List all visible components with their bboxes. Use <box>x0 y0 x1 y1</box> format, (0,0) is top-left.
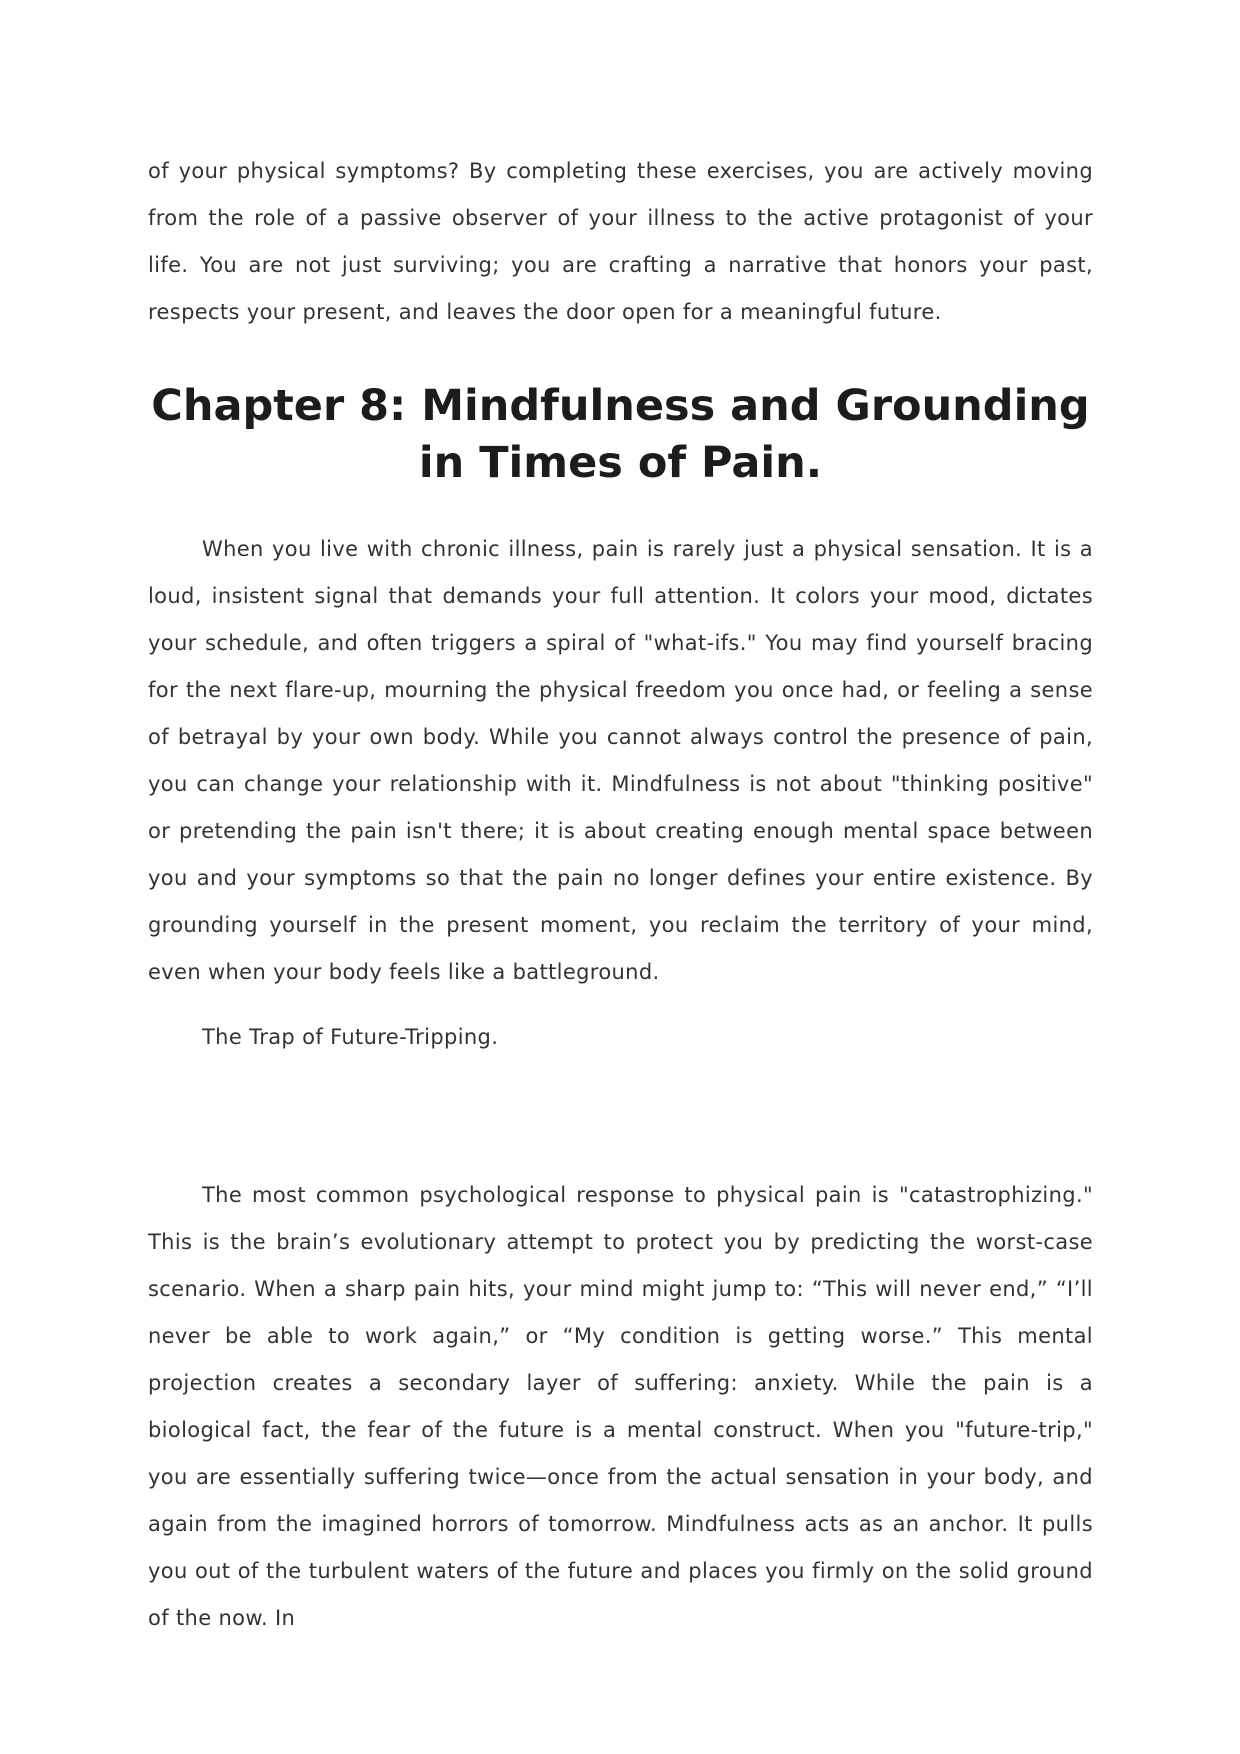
section-heading: The Trap of Future-Tripping. <box>202 1025 499 1049</box>
section-paragraph: The most common psychological response to physical pain is "catastrophizing." This is the brain’s evolutionary attempt to protect you by predicting the worst-case scenario. When a sharp pain hits, your mind might jump to: “This will never end,” “I’ll never be able to work again,” or “My condition is getting worse.” This mental projection creates a secondary layer of suffering: anxiety. While the pain is a biological fact, the fear of the future is a mental construct. When you "future-trip," you are essentially suffering twice—once from the actual sensation in your body, and again from the imagined horrors of tomorrow. Mindfulness acts as an anchor. It pulls you out of the turbulent waters of the future and places you firmly on the solid ground of the now. In <box>148 1183 1093 1630</box>
page-content <box>148 148 1093 1642</box>
continued-paragraph: of your physical symptoms? By completing these exercises, you are actively moving from the role of a passive observer of your illness to the active protagonist of your life. You are not just surviving; you are crafting a narrative that honors your past, respects your present, and leaves the door open for a meaningful future. <box>148 159 1093 324</box>
intro-paragraph: When you live with chronic illness, pain is rarely just a physical sensation. It is a loud, insistent signal that demands your full attention. It colors your mood, dictates your schedule, and often triggers a spiral of "what-ifs." You may find yourself bracing for the next flare-up, mourning the physical freedom you once had, or feeling a sense of betrayal by your own body. While you cannot always control the presence of pain, you can change your relationship with it. Mindfulness is not about "thinking positive" or pretending the pain isn't there; it is about creating enough mental space between you and your symptoms so that the pain no longer defines your entire existence. By grounding yourself in the present moment, you reclaim the territory of your mind, even when your body feels like a battleground. <box>148 537 1093 984</box>
chapter-title: Chapter 8: Mindfulness and Grounding in Times of Pain. <box>151 381 1090 488</box>
